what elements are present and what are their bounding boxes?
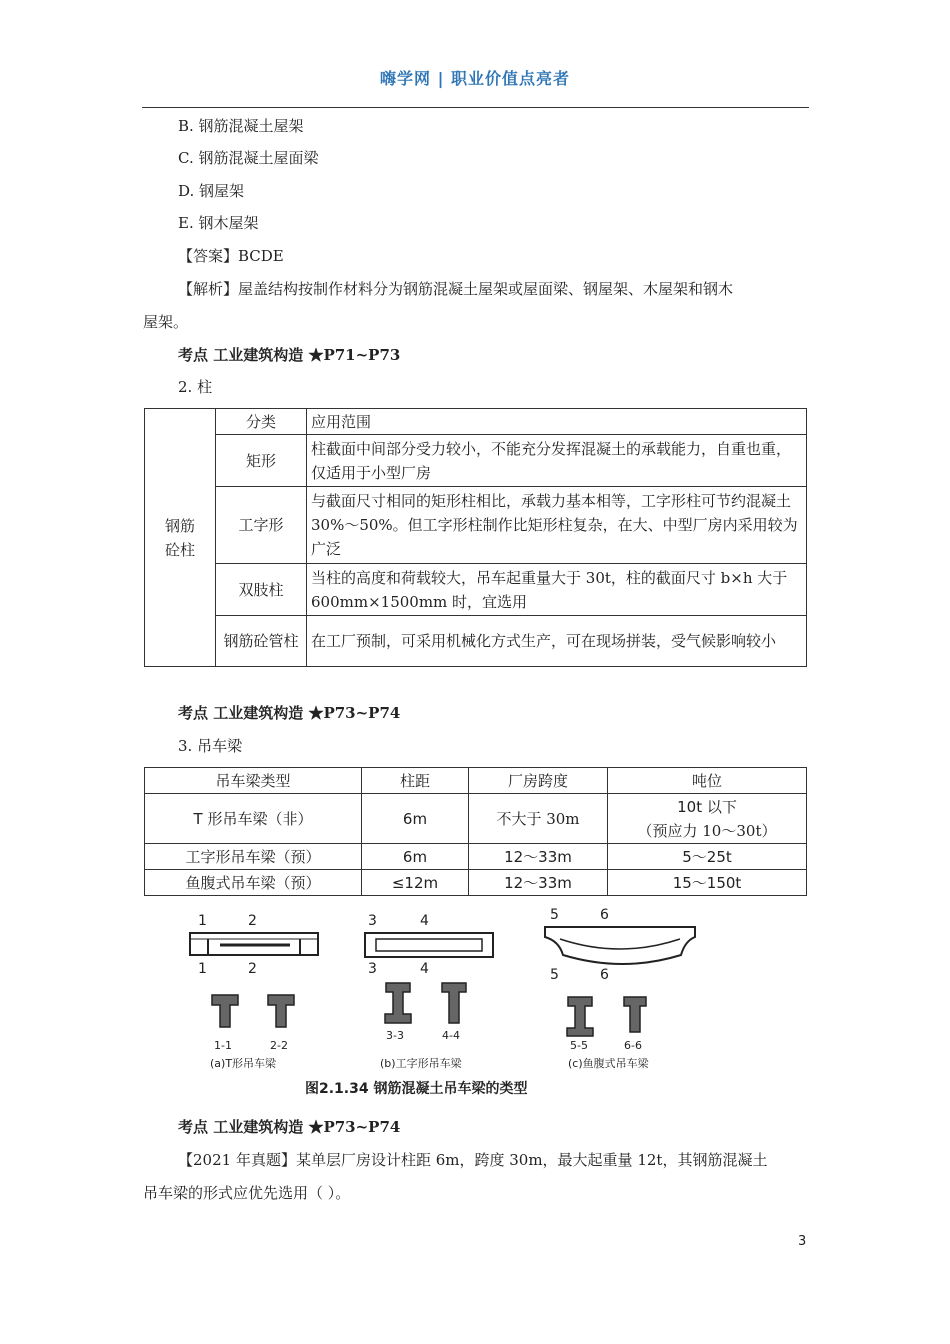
table-row	[145, 487, 807, 564]
section-label: 1-1	[214, 1039, 232, 1052]
column-header-scope: 应用范围	[307, 409, 807, 435]
column-header-type: 分类	[216, 409, 307, 435]
crane-type: 工字形吊车梁（预）	[145, 844, 362, 870]
option-c: C. 钢筋混凝土屋面梁	[178, 149, 319, 167]
crane-tonnage: 15～150t	[608, 870, 807, 896]
crane-beam-figure	[180, 905, 700, 1101]
exam-point-heading-1: 考点 工业建筑构造 ★P71~P73	[178, 346, 401, 364]
table-row	[145, 435, 807, 487]
section-heading-crane: 3. 吊车梁	[178, 737, 243, 755]
table-row	[145, 616, 807, 667]
crane-type: T 形吊车梁（非）	[145, 794, 362, 844]
crane-span: 不大于 30m	[469, 794, 608, 844]
page-header: 嗨学网 | 职业价值点亮者	[380, 69, 570, 88]
column-type: 矩形	[216, 435, 307, 487]
crane-type: 鱼腹式吊车梁（预）	[145, 870, 362, 896]
column-table	[144, 408, 807, 667]
column-type: 钢筋砼管柱	[216, 616, 307, 667]
crane-header-type: 吊车梁类型	[145, 768, 362, 794]
table-row	[145, 844, 807, 870]
section-mark: 5	[550, 967, 559, 983]
figure-caption-c: (c)鱼腹式吊车梁	[568, 1057, 649, 1070]
section-mark: 4	[420, 913, 429, 929]
crane-header-span: 厂房跨度	[469, 768, 608, 794]
column-desc: 与截面尺寸相同的矩形柱相比，承载力基本相等，工字形柱可节约混凝土 30%～50%。但工字形柱制作比矩形柱复杂，在大、中型厂房内采用较为广泛	[307, 487, 807, 564]
crane-span: 12～33m	[469, 844, 608, 870]
t-beam-elevation	[190, 933, 318, 955]
crane-spacing: 6m	[362, 844, 469, 870]
column-type: 工字形	[216, 487, 307, 564]
section-label: 2-2	[270, 1039, 288, 1052]
crane-tonnage	[608, 794, 807, 844]
analysis-line-1: 【解析】屋盖结构按制作材料分为钢筋混凝土屋架或屋面梁、钢屋架、木屋架和钢木	[178, 280, 734, 298]
i-section-icon	[385, 983, 466, 1023]
i-beam-elevation	[365, 933, 493, 957]
section-mark: 2	[248, 961, 257, 977]
section-mark: 4	[420, 961, 429, 977]
crane-header-tonnage: 吨位	[608, 768, 807, 794]
crane-beam-table	[144, 767, 807, 896]
section-mark: 6	[600, 907, 609, 923]
exam-point-heading-3: 考点 工业建筑构造 ★P73~P74	[178, 1118, 401, 1136]
page-number: 3	[798, 1234, 807, 1249]
exam-point-heading-2: 考点 工业建筑构造 ★P73~P74	[178, 704, 401, 722]
question-line-2: 吊车梁的形式应优先选用（ ）。	[143, 1184, 351, 1202]
fish-belly-beam-elevation	[545, 927, 695, 964]
t-section-icon	[212, 995, 294, 1027]
section-mark: 3	[368, 961, 377, 977]
section-label: 5-5	[570, 1039, 588, 1052]
table-row	[145, 870, 807, 896]
analysis-line-2: 屋架。	[143, 313, 189, 331]
option-b: B. 钢筋混凝土屋架	[178, 117, 304, 135]
column-desc: 柱截面中间部分受力较小，不能充分发挥混凝土的承载能力，自重也重，仅适用于小型厂房	[307, 435, 807, 487]
section-mark: 1	[198, 913, 207, 929]
crane-spacing: ≤12m	[362, 870, 469, 896]
column-desc: 在工厂预制，可采用机械化方式生产，可在现场拼装，受气候影响较小	[307, 616, 807, 667]
section-heading-column: 2. 柱	[178, 378, 213, 396]
crane-span: 12～33m	[469, 870, 608, 896]
crane-tonnage: 5～25t	[608, 844, 807, 870]
crane-tonnage-note: （预应力 10～30t）	[637, 821, 777, 840]
section-label: 4-4	[442, 1029, 460, 1042]
column-group-label: 钢筋 砼柱	[145, 409, 216, 667]
crane-header-spacing: 柱距	[362, 768, 469, 794]
section-mark: 2	[248, 913, 257, 929]
section-mark: 1	[198, 961, 207, 977]
column-desc: 当柱的高度和荷载较大，吊车起重量大于 30t，柱的截面尺寸 b×h 大于 600mm×1500mm 时，宜选用	[307, 564, 807, 616]
table-row	[145, 794, 807, 844]
section-mark: 3	[368, 913, 377, 929]
table-row	[145, 564, 807, 616]
question-line-1: 【2021 年真题】某单层厂房设计柱距 6m，跨度 30m，最大起重量 12t，其钢筋混凝土	[178, 1151, 768, 1169]
section-label: 3-3	[386, 1029, 404, 1042]
fish-section-icon	[567, 997, 646, 1036]
figure-caption-b: (b)工字形吊车梁	[380, 1057, 462, 1070]
answer-line: 【答案】BCDE	[178, 247, 284, 265]
option-d: D. 钢屋架	[178, 182, 245, 200]
section-mark: 6	[600, 967, 609, 983]
column-type: 双肢柱	[216, 564, 307, 616]
crane-tonnage-main: 10t 以下	[677, 797, 737, 816]
header-divider	[142, 107, 809, 108]
option-e: E. 钢木屋架	[178, 214, 259, 232]
figure-caption-a: (a)T形吊车梁	[210, 1057, 277, 1070]
section-mark: 5	[550, 907, 559, 923]
crane-spacing: 6m	[362, 794, 469, 844]
section-label: 6-6	[624, 1039, 642, 1052]
figure-title: 图2.1.34 钢筋混凝土吊车梁的类型	[305, 1081, 528, 1097]
